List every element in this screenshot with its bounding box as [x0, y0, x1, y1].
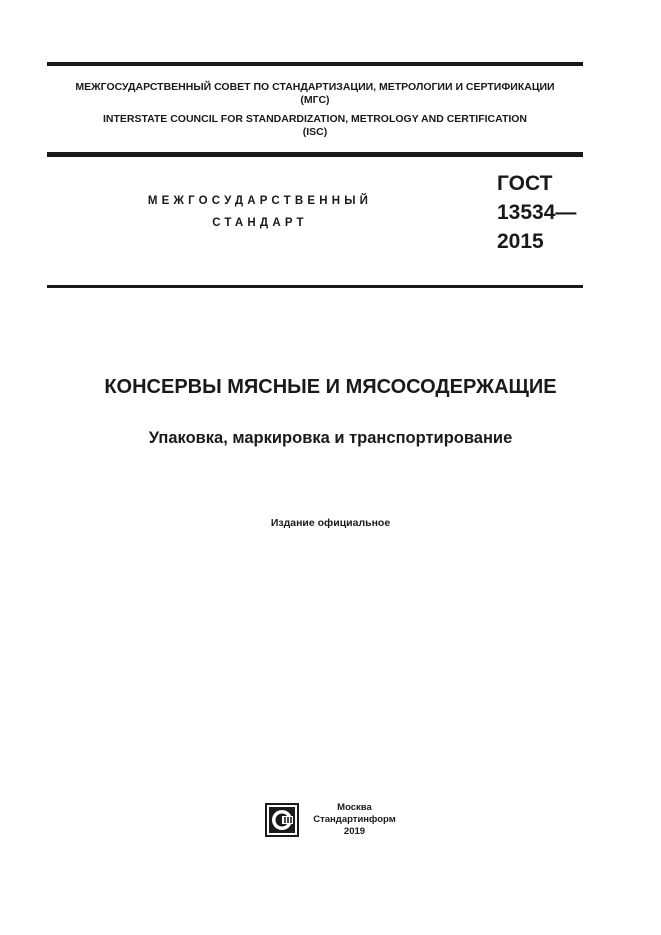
publisher-city: Москва — [337, 802, 372, 813]
designation-year: 2015 — [497, 230, 544, 253]
designation-prefix: ГОСТ — [497, 172, 553, 195]
council-abbr-ru: (МГС) — [300, 94, 330, 106]
publisher-year: 2019 — [343, 826, 366, 837]
designation-rule — [47, 285, 583, 288]
council-name-ru — [47, 81, 583, 107]
publisher-text — [313, 802, 395, 838]
designation-number: 13534— — [497, 201, 577, 224]
publisher-name: Стандартинформ — [313, 814, 396, 825]
document-title: КОНСЕРВЫ МЯСНЫЕ И МЯСОСОДЕРЖАЩИЕ — [104, 376, 557, 398]
standard-type-line1: МЕЖГОСУДАРСТВЕННЫЙ — [147, 195, 373, 207]
edition-note: Издание официальное — [270, 517, 391, 529]
standard-designation — [497, 169, 576, 256]
standartinform-logo-icon — [265, 803, 299, 837]
standard-type-line2: СТАНДАРТ — [212, 217, 308, 229]
header-rule — [47, 152, 583, 157]
top-rule — [47, 62, 583, 66]
council-name-ru-line1: МЕЖГОСУДАРСТВЕННЫЙ СОВЕТ ПО СТАНДАРТИЗАЦИИ, МЕТРОЛОГИИ И СЕРТИФИКАЦИИ — [75, 81, 555, 93]
council-name-en — [47, 113, 583, 139]
standard-type — [110, 190, 410, 234]
publisher-block — [0, 802, 661, 838]
document-subtitle: Упаковка, маркировка и транспортирование — [148, 429, 513, 447]
council-name-en-line1: INTERSTATE COUNCIL FOR STANDARDIZATION, METROLOGY AND CERTIFICATION — [102, 113, 528, 125]
council-abbr-en: (ISC) — [302, 126, 328, 138]
